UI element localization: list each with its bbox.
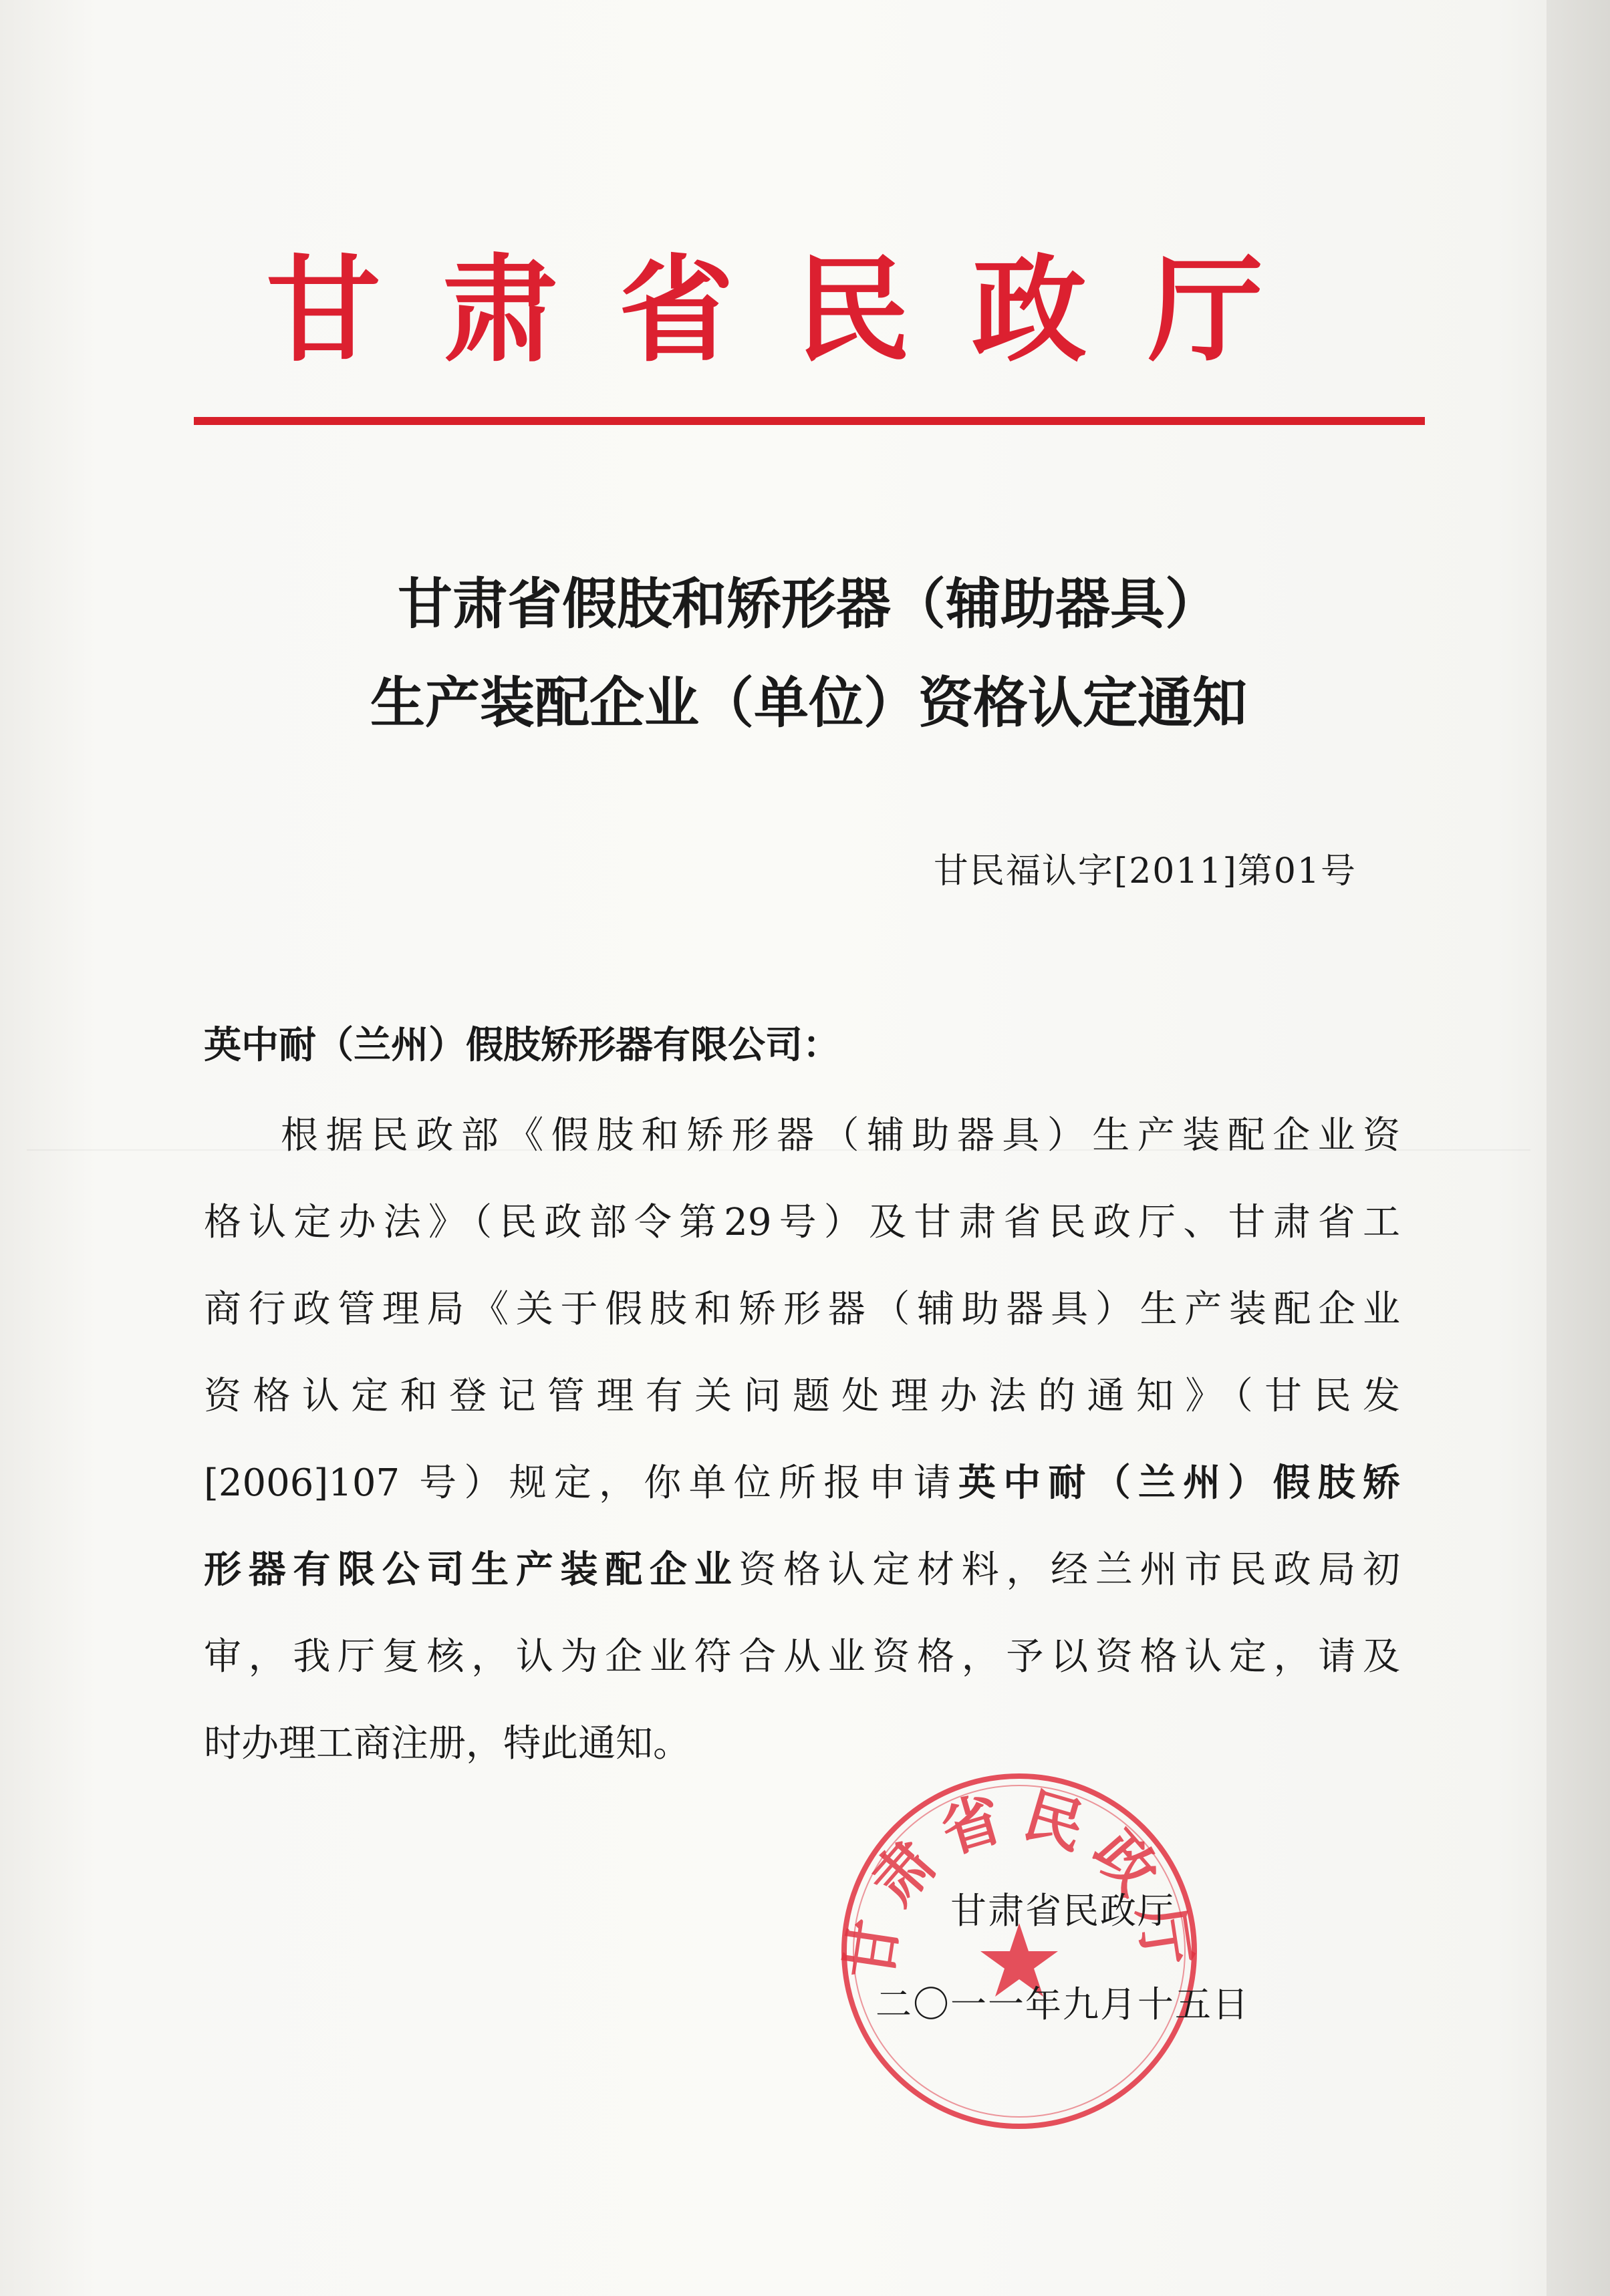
body-line-5: [204, 1453, 1400, 1514]
scan-edge: [1547, 0, 1610, 2296]
body-line-6-text: 资格认定材料，经兰州市民政局初: [739, 1548, 1401, 1592]
body-line-1: 根据民政部《假肢和矫形器（辅助器具）生产装配企业资: [281, 1114, 1400, 1157]
body-line-7: 审，我厅复核，认为企业符合从业资格，予以资格认定，请及: [204, 1635, 1400, 1679]
issue-date: 二〇一一年九月十五日: [876, 1983, 1250, 2025]
body-line-6: [204, 1540, 1400, 1600]
body-line-4: 资格认定和登记管理有关问题处理办法的通知》（甘民发: [204, 1375, 1400, 1418]
agency-masthead: 甘肃省民政厅: [266, 243, 1325, 378]
addressee: 英中耐（兰州）假肢矫形器有限公司：: [204, 1024, 840, 1067]
document-number: 甘民福认字[2011]第01号: [933, 851, 1357, 891]
seal-text: 甘肃省民政厅: [834, 1779, 1204, 1984]
issuer-signature: 甘肃省民政厅: [950, 1890, 1175, 1932]
official-seal: [832, 1764, 1206, 2138]
company-name-highlight-1: 英中耐（兰州）假肢矫: [958, 1461, 1401, 1505]
notice-title-line-1: 甘肃省假肢和矫形器（辅助器具）: [397, 573, 1220, 636]
body-line-8: 时办理工商注册，特此通知。: [204, 1722, 690, 1765]
body-line-3: 商行政管理局《关于假肢和矫形器（辅助器具）生产装配企业: [204, 1288, 1400, 1331]
body-line-2: 格认定办法》（民政部令第29号）及甘肃省民政厅、甘肃省工: [204, 1201, 1400, 1244]
masthead-divider: [194, 417, 1425, 425]
body-line-5-text: [2006]107 号）规定，你单位所报申请: [204, 1461, 958, 1505]
notice-title-line-2: 生产装配企业（单位）资格认定通知: [370, 672, 1247, 735]
company-name-highlight-2: 形器有限公司生产装配企业: [204, 1548, 739, 1592]
